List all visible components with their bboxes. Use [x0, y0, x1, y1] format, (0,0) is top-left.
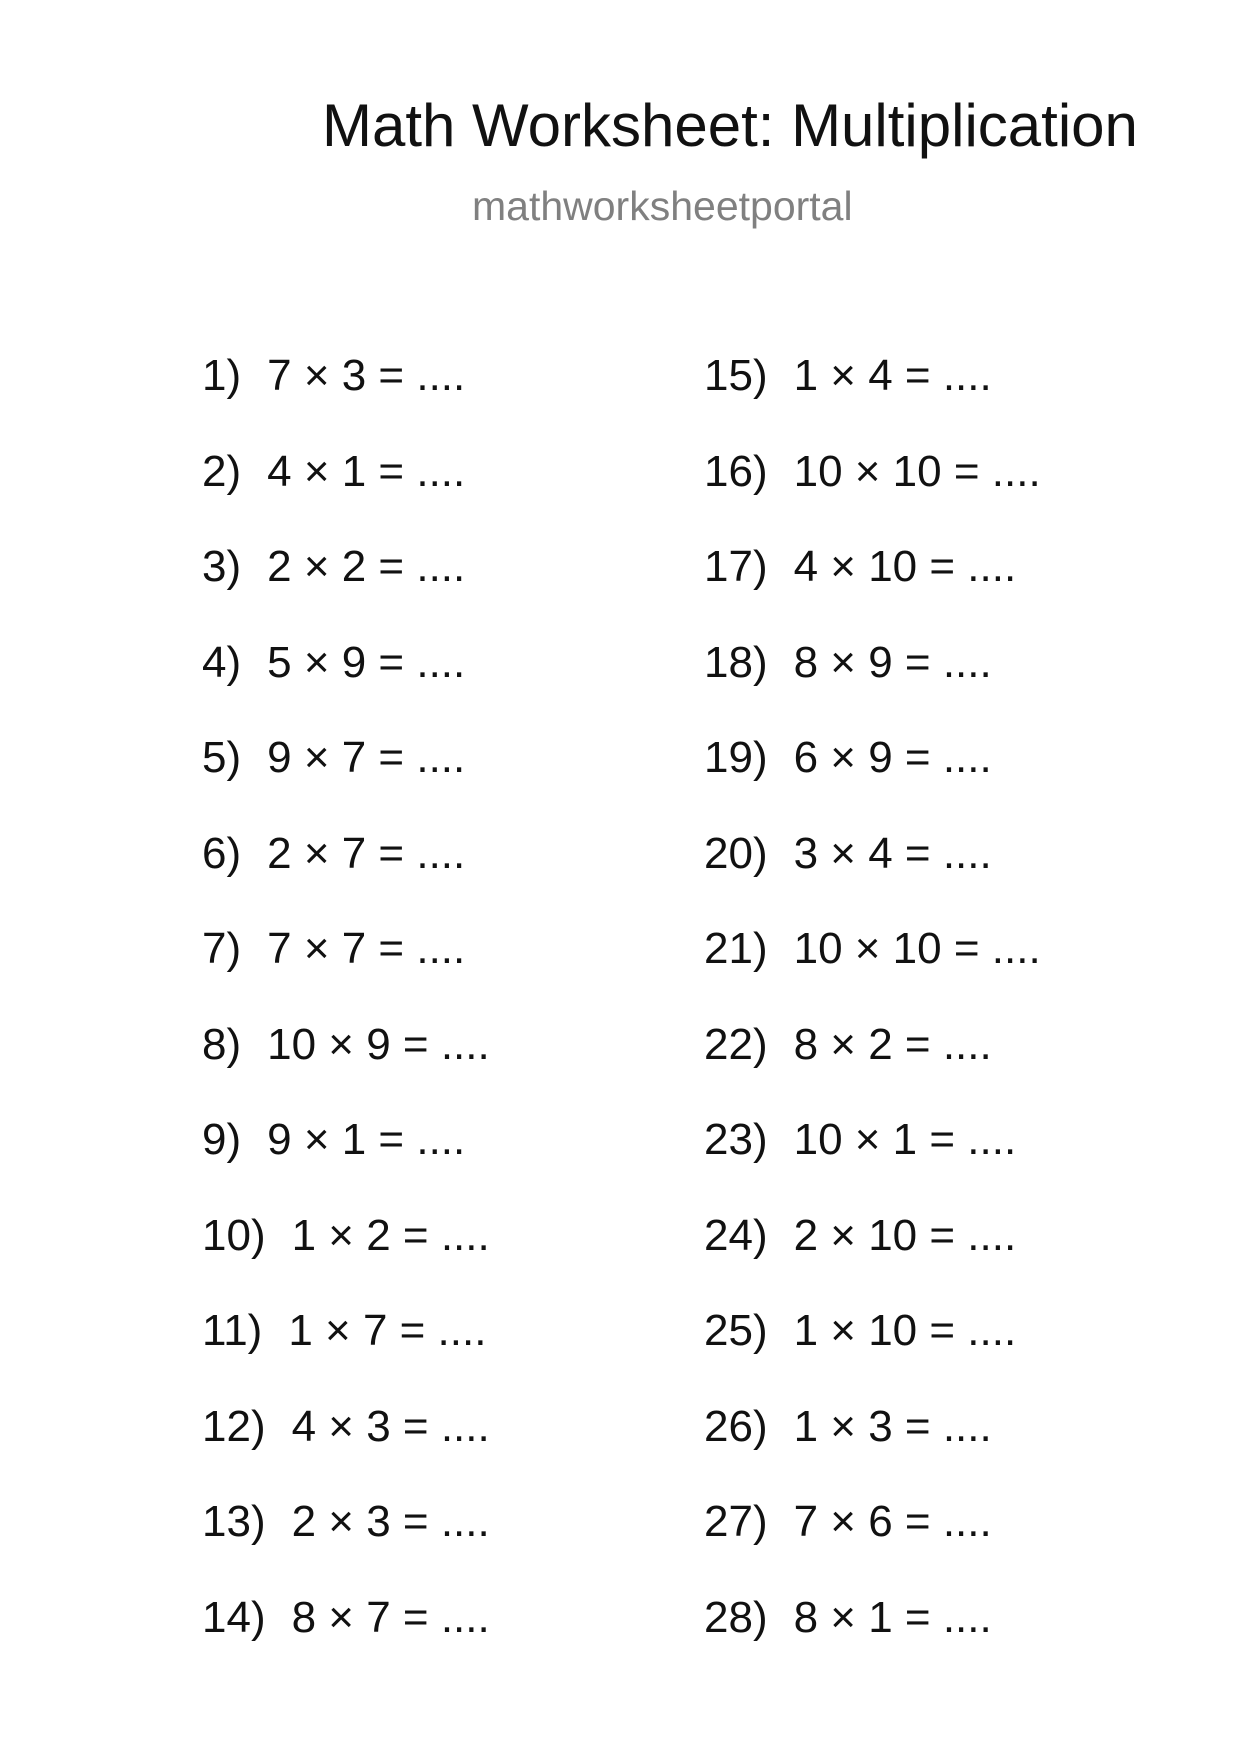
problem-expression: 4 × 10 = ....	[793, 542, 1017, 591]
problem-expression: 10 × 1 = ....	[793, 1115, 1017, 1164]
problem-number: 16)	[704, 446, 768, 496]
problem-expression: 10 × 10 = ....	[793, 446, 1041, 496]
problem-21	[704, 924, 1041, 1023]
problem-column-left	[202, 351, 490, 1691]
problem-number: 1)	[202, 351, 242, 400]
worksheet-title: Math Worksheet: Multiplication	[322, 92, 1138, 159]
problem-number: 8)	[202, 1019, 242, 1069]
problem-number: 4)	[202, 637, 242, 687]
problem-number: 6)	[202, 828, 242, 878]
problem-number: 13)	[202, 1497, 266, 1546]
problem-number: 25)	[704, 1306, 768, 1355]
problem-number: 12)	[202, 1401, 266, 1451]
problem-17	[704, 542, 1041, 641]
problem-11	[202, 1306, 490, 1405]
problem-number: 19)	[704, 733, 768, 782]
problem-expression: 1 × 2 = ....	[291, 1210, 490, 1260]
problem-25	[704, 1306, 1041, 1405]
problem-number: 23)	[704, 1115, 768, 1164]
problem-3	[202, 542, 490, 641]
problem-16	[704, 446, 1041, 546]
problem-expression: 8 × 1 = ....	[793, 1592, 992, 1642]
problem-20	[704, 828, 1041, 928]
problem-number: 3)	[202, 542, 242, 591]
problem-27	[704, 1497, 1041, 1596]
problem-24	[704, 1210, 1041, 1310]
problem-number: 9)	[202, 1115, 242, 1164]
problem-5	[202, 733, 490, 832]
problem-expression: 8 × 7 = ....	[291, 1592, 490, 1642]
problem-number: 15)	[704, 351, 768, 400]
problem-number: 18)	[704, 637, 768, 687]
problem-expression: 7 × 6 = ....	[793, 1497, 992, 1546]
problem-expression: 8 × 9 = ....	[793, 637, 992, 687]
problem-expression: 1 × 4 = ....	[793, 351, 992, 400]
problem-expression: 7 × 3 = ....	[267, 351, 466, 400]
problem-28	[704, 1592, 1041, 1692]
problem-expression: 4 × 1 = ....	[267, 446, 466, 496]
problem-13	[202, 1497, 490, 1596]
problem-14	[202, 1592, 490, 1692]
problem-expression: 8 × 2 = ....	[793, 1019, 992, 1069]
problem-expression: 2 × 7 = ....	[267, 828, 466, 878]
problem-6	[202, 828, 490, 928]
problem-7	[202, 924, 490, 1023]
problem-expression: 5 × 9 = ....	[267, 637, 466, 687]
problem-expression: 2 × 2 = ....	[267, 542, 466, 591]
problem-15	[704, 351, 1041, 450]
problem-number: 22)	[704, 1019, 768, 1069]
problem-expression: 4 × 3 = ....	[291, 1401, 490, 1451]
problem-26	[704, 1401, 1041, 1501]
problem-9	[202, 1115, 490, 1214]
problem-23	[704, 1115, 1041, 1214]
problem-expression: 10 × 9 = ....	[267, 1019, 490, 1069]
problem-expression: 1 × 7 = ....	[288, 1306, 487, 1355]
problem-expression: 10 × 10 = ....	[793, 924, 1041, 973]
problem-number: 28)	[704, 1592, 768, 1642]
problem-number: 20)	[704, 828, 768, 878]
problem-number: 27)	[704, 1497, 768, 1546]
problem-12	[202, 1401, 490, 1501]
problem-number: 21)	[704, 924, 768, 973]
problem-column-right	[704, 351, 1041, 1691]
problem-2	[202, 446, 490, 546]
problem-number: 26)	[704, 1401, 768, 1451]
problem-number: 17)	[704, 542, 768, 591]
problem-expression: 7 × 7 = ....	[267, 924, 466, 973]
problem-1	[202, 351, 490, 450]
problem-number: 7)	[202, 924, 242, 973]
problem-8	[202, 1019, 490, 1119]
problem-number: 24)	[704, 1210, 768, 1260]
problem-expression: 6 × 9 = ....	[793, 733, 992, 782]
problem-18	[704, 637, 1041, 737]
worksheet-source: mathworksheetportal	[472, 183, 853, 229]
problem-number: 11)	[202, 1306, 263, 1355]
problem-number: 10)	[202, 1210, 266, 1260]
problem-expression: 9 × 1 = ....	[267, 1115, 466, 1164]
problem-expression: 2 × 10 = ....	[793, 1210, 1017, 1260]
problem-expression: 1 × 3 = ....	[793, 1401, 992, 1451]
problem-expression: 9 × 7 = ....	[267, 733, 466, 782]
problem-10	[202, 1210, 490, 1310]
problem-19	[704, 733, 1041, 832]
problem-4	[202, 637, 490, 737]
problem-expression: 3 × 4 = ....	[793, 828, 992, 878]
problem-expression: 2 × 3 = ....	[291, 1497, 490, 1546]
problem-22	[704, 1019, 1041, 1119]
problem-number: 14)	[202, 1592, 266, 1642]
problem-number: 2)	[202, 446, 242, 496]
problem-expression: 1 × 10 = ....	[793, 1306, 1017, 1355]
problem-number: 5)	[202, 733, 242, 782]
